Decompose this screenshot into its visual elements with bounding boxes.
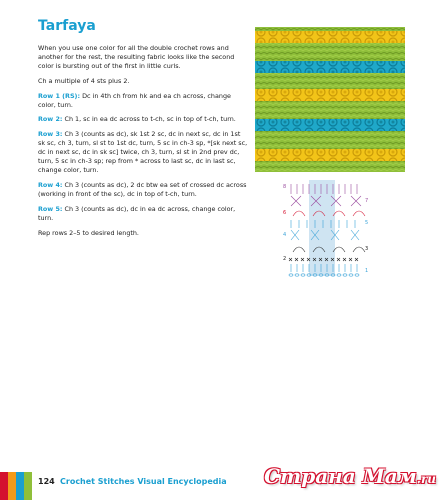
row-number-5: 5 xyxy=(365,220,369,226)
stitch-diagram xyxy=(281,180,373,280)
swatch-illustration xyxy=(255,27,405,172)
pattern-multiple: Ch a multiple of 4 sts plus 2. xyxy=(38,76,130,85)
row-number-7: 7 xyxy=(365,198,369,204)
row-text: Ch 3 (counts as dc), dc in ea dc across, change color, turn. xyxy=(38,204,236,222)
row-text: Ch 3 (counts as dc), 2 dc btw ea set of crossed dc across (working in front of the sc), dc in top of t-ch, turn. xyxy=(38,180,247,198)
row-label: Row 4: xyxy=(38,180,63,189)
row-1 xyxy=(38,92,248,110)
row-number-1: 1 xyxy=(365,268,369,274)
row-text: Dc in 4th ch from hk and ea ch across, change color, turn. xyxy=(38,91,231,109)
footer-color-bar xyxy=(0,472,32,500)
watermark-logo xyxy=(264,464,436,488)
row-3 xyxy=(38,130,248,175)
book-title: Crochet Stitches Visual Encyclopedia xyxy=(60,477,227,486)
row-label: Row 1 (RS): xyxy=(38,91,81,100)
row-number-4: 4 xyxy=(283,232,287,238)
row-text: Ch 1, sc in ea dc across to t-ch, sc in top of t-ch, turn. xyxy=(62,115,236,124)
row-label: Row 2: xyxy=(38,115,63,124)
row-2 xyxy=(38,115,248,124)
row-label: Row 5: xyxy=(38,204,63,213)
swatch-photo xyxy=(255,27,405,172)
row-number-8: 8 xyxy=(283,184,287,190)
row-4 xyxy=(38,181,248,199)
pattern-repeat: Rep rows 2–5 to desired length. xyxy=(38,228,139,237)
diagram-row-5 xyxy=(291,220,355,228)
watermark-suffix: .ru xyxy=(416,472,436,486)
pattern-title: Tarfaya xyxy=(38,18,96,34)
row-number-2: 2 xyxy=(283,256,287,262)
row-5 xyxy=(38,205,248,223)
page-number: 124 xyxy=(38,477,55,486)
stitch-diagram-svg xyxy=(281,180,373,280)
row-number-3: 3 xyxy=(365,246,369,252)
row-number-6: 6 xyxy=(283,210,287,216)
row-label: Row 3: xyxy=(38,130,63,139)
row-text: Ch 3 (counts as dc), sk 1st 2 sc, dc in next sc, dc in 1st sk sc, ch 3, turn, sl st to 1st dc, turn, 5 sc in ch-3 sp, *[sk next sc, dc in next sc, dc in sk sc] twice, ch 3, turn, sl st in 2nd prev dc, turn, 5 sc in ch-3 sp; rep from * across to last sc, dc in last sc, change color, turn. xyxy=(38,130,248,174)
watermark-text: Страна Мам xyxy=(264,464,417,488)
pattern-instructions xyxy=(38,44,248,243)
pattern-intro: When you use one color for all the double crochet rows and another for the rest, the resulting fabric looks like the second color is bursting out of the first in little curls. xyxy=(38,44,235,70)
